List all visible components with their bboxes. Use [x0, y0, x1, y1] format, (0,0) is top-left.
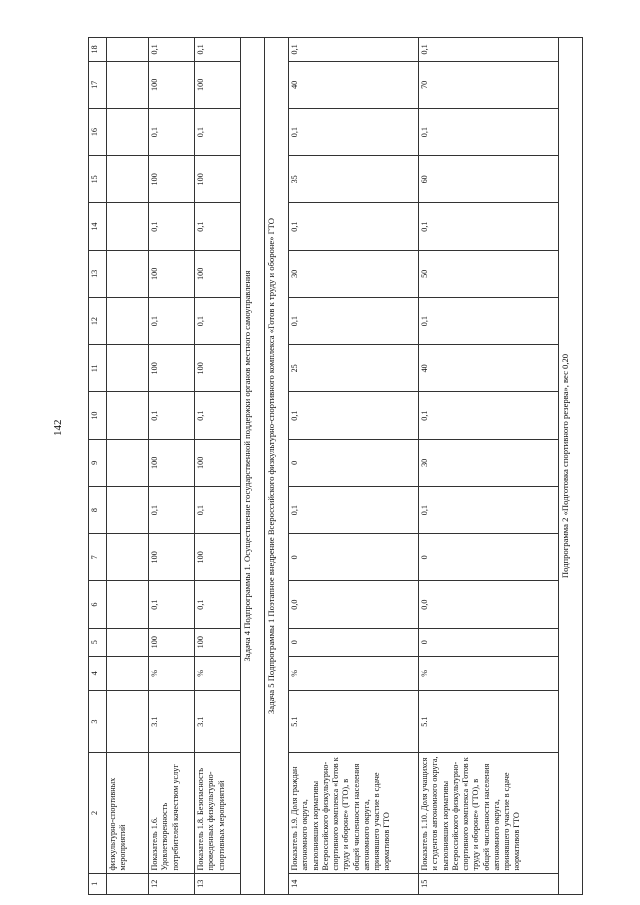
column-header: 3	[89, 690, 107, 752]
indicators-table	[88, 37, 583, 895]
section-row	[241, 38, 265, 895]
column-header: 13	[89, 250, 107, 297]
table-row: 14 Показатель 1.9. Доля граждан автономного округа, выполнивших нормативы Всероссийского физкультурно-спортивного комплекса «Готов к труду и обороне» (ГТО), в общей численности населения автономного округа, принявшего участие в сдаче нормативов ГТО 5.1 % 0 0,0 0 0,1 0 0,1 25 0,1 30 0,1 35 0,1 40 0,1	[289, 38, 419, 895]
column-header: 11	[89, 345, 107, 392]
section-row	[559, 38, 583, 895]
column-header: 12	[89, 297, 107, 344]
section-heading: Задача 4 Подпрограммы 1. Осуществление государственной поддержки органов местного самоуправления	[241, 38, 265, 895]
column-header: 15	[89, 156, 107, 203]
section-row	[265, 38, 289, 895]
column-header: 10	[89, 392, 107, 439]
indicator-name: Показатель 1.10. Доля учащихся и студентов автономного округа, выполнивших нормативы Всероссийского физкультурно-спортивного комплекса «Готов к труду и обороне» (ГТО), в общей численности населения автономного округа, принявшего участие в сдаче нормативов ГТО	[419, 753, 559, 873]
column-number-row	[89, 38, 107, 895]
indicator-name: Показатель 1.6. Удовлетворенность потребителей качеством услуг	[149, 753, 195, 873]
column-header: 17	[89, 61, 107, 108]
column-header: 7	[89, 534, 107, 581]
page-number: 142	[52, 419, 64, 436]
column-header: 1	[89, 873, 107, 894]
indicator-name: Показатель 1.9. Доля граждан автономного округа, выполнивших нормативы Всероссийского физкультурно-спортивного комплекса «Готов к труду и обороне» (ГТО), в общей численности населения автономного округа, принявшего участие в сдаче нормативов ГТО	[289, 753, 419, 873]
column-header: 6	[89, 581, 107, 628]
column-header: 8	[89, 486, 107, 533]
table-row: 13 Показатель 1.8. Безопасность проведенных физкультурно-спортивных мероприятий 3.1 % 100 0,1 100 0,1 100 0,1 100 0,1 100 0,1 100 0,1 100 0,1	[195, 38, 241, 895]
table-row: 15 Показатель 1.10. Доля учащихся и студентов автономного округа, выполнивших нормативы Всероссийского физкультурно-спортивного комплекса «Готов к труду и обороне» (ГТО), в общей численности населения автономного округа, принявшего участие в сдаче нормативов ГТО 5.1 % 0 0,0 0 0,1 30 0,1 40 0,1 50 0,1 60 0,1 70 0,1	[419, 38, 559, 895]
table-row	[107, 38, 149, 895]
column-header: 2	[89, 753, 107, 873]
section-heading: Подпрограмма 2 «Подготовка спортивного резерва», вес 0,20	[559, 38, 583, 895]
column-header: 5	[89, 628, 107, 656]
column-header: 9	[89, 439, 107, 486]
indicator-name: физкультурно-спортивных мероприятий	[107, 753, 149, 873]
table-row: 12 Показатель 1.6. Удовлетворенность потребителей качеством услуг 3.1 % 100 0,1 100 0,1 100 0,1 100 0,1 100 0,1 100 0,1 100 0,1	[149, 38, 195, 895]
column-header: 14	[89, 203, 107, 250]
column-header: 4	[89, 656, 107, 690]
section-heading: Задача 5 Подпрограммы 1 Поэтапное внедрение Всероссийского физкультурно-спортивного комплекса «Готов к труду и обороне» ГТО	[265, 38, 289, 895]
indicator-name: Показатель 1.8. Безопасность проведенных физкультурно-спортивных мероприятий	[195, 753, 241, 873]
column-header: 16	[89, 108, 107, 155]
column-header: 18	[89, 38, 107, 62]
rotated-table-container	[88, 37, 582, 895]
